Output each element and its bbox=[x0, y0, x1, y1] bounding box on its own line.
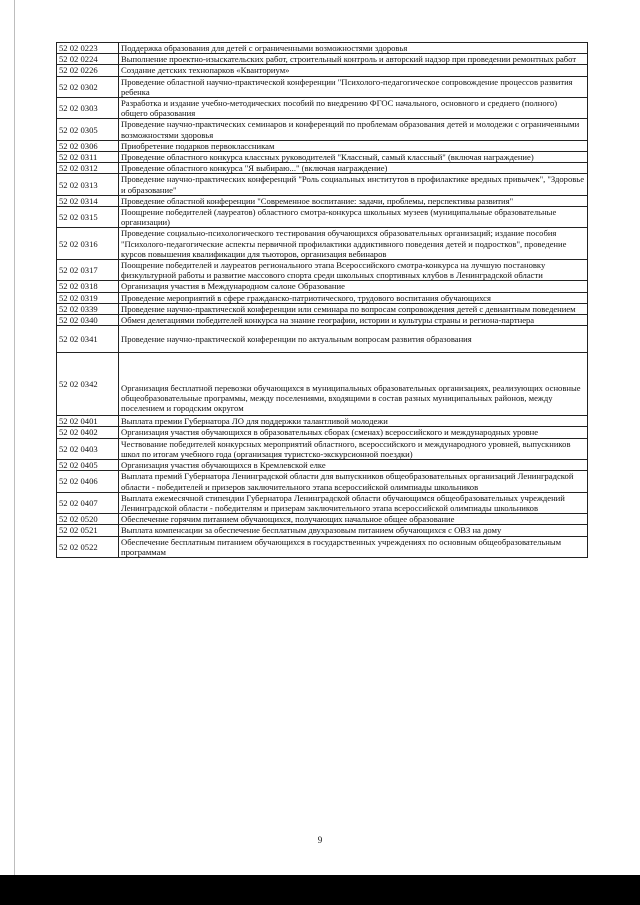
description-cell: Выполнение проектно-изыскательских работ, строительный контроль и авторский надзор при проведении ремонтных работ bbox=[119, 54, 588, 65]
description-cell: Проведение научно-практических семинаров и конференций по проблемам образования детей и молодежи с ограниченными возможностями здоровья bbox=[119, 119, 588, 140]
table-body bbox=[57, 43, 588, 558]
description-cell: Выплата компенсации за обеспечение бесплатным двухразовым питанием обучающихся с ОВЗ на дому bbox=[119, 525, 588, 536]
table-row bbox=[57, 536, 588, 557]
table-row bbox=[57, 281, 588, 292]
description-cell: Организация участия в Международном салоне Образование bbox=[119, 281, 588, 292]
code-cell: 52 02 0402 bbox=[57, 427, 119, 438]
table-row bbox=[57, 228, 588, 260]
description-cell: Проведение областной научно-практической конференции "Психолого-педагогическое сопровождение процессов развития ребенка bbox=[119, 76, 588, 97]
table-row bbox=[57, 43, 588, 54]
table-row bbox=[57, 195, 588, 206]
table-row bbox=[57, 514, 588, 525]
code-cell: 52 02 0520 bbox=[57, 514, 119, 525]
code-cell: 52 02 0406 bbox=[57, 471, 119, 492]
code-cell: 52 02 0319 bbox=[57, 292, 119, 303]
code-cell: 52 02 0224 bbox=[57, 54, 119, 65]
description-cell: Выплата ежемесячной стипендии Губернатора Ленинградской области обучающимся общеобразовательных учреждений Ленинградской области - победителям и призерам заключительного этапа всероссийской олимпиады школьников bbox=[119, 492, 588, 513]
table-row bbox=[57, 460, 588, 471]
description-cell: Проведение областного конкурса "Я выбираю..." (включая награждение) bbox=[119, 163, 588, 174]
description-cell: Проведение научно-практической конференции по актуальным вопросам развития образования bbox=[119, 326, 588, 353]
description-cell: Приобретение подарков первоклассникам bbox=[119, 140, 588, 151]
table-row bbox=[57, 260, 588, 281]
table-row bbox=[57, 163, 588, 174]
table-row bbox=[57, 416, 588, 427]
code-cell: 52 02 0340 bbox=[57, 315, 119, 326]
description-cell: Проведение областного конкурса классных руководителей "Классный, самый классный" (включая награждение) bbox=[119, 152, 588, 163]
code-cell: 52 02 0305 bbox=[57, 119, 119, 140]
description-cell: Обмен делегациями победителей конкурса на знание географии, истории и культуры страны и региона-партнера bbox=[119, 315, 588, 326]
description-cell: Проведение научно-практических конференций "Роль социальных институтов в профилактике вредных привычек", "Здоровье и образование" bbox=[119, 174, 588, 195]
table-row bbox=[57, 353, 588, 416]
table-row bbox=[57, 152, 588, 163]
description-cell: Выплата премии Губернатора ЛО для поддержки талантливой молодежи bbox=[119, 416, 588, 427]
description-cell: Поощрение победителей и лауреатов регионального этапа Всероссийского смотра-конкурса на лучшую постановку физкультурной работы и развитие массового спорта среди школьных спортивных клубов в Ленинградской области bbox=[119, 260, 588, 281]
code-cell: 52 02 0316 bbox=[57, 228, 119, 260]
code-cell: 52 02 0312 bbox=[57, 163, 119, 174]
code-cell: 52 02 0521 bbox=[57, 525, 119, 536]
code-cell: 52 02 0317 bbox=[57, 260, 119, 281]
code-cell: 52 02 0522 bbox=[57, 536, 119, 557]
code-cell: 52 02 0339 bbox=[57, 303, 119, 314]
description-cell: Поддержка образования для детей с ограниченными возможностями здоровья bbox=[119, 43, 588, 54]
description-cell: Создание детских технопарков «Кванториум» bbox=[119, 65, 588, 76]
description-cell: Обеспечение горячим питанием обучающихся, получающих начальное общее образование bbox=[119, 514, 588, 525]
description-cell: Обеспечение бесплатным питанием обучающихся в государственных учреждениях по основным общеобразовательным программам bbox=[119, 536, 588, 557]
description-cell: Разработка и издание учебно-методических пособий по внедрению ФГОС начального, основного и среднего (полного) общего образования bbox=[119, 98, 588, 119]
budget-codes-table bbox=[56, 42, 588, 558]
code-cell: 52 02 0318 bbox=[57, 281, 119, 292]
table-row bbox=[57, 207, 588, 228]
code-cell: 52 02 0223 bbox=[57, 43, 119, 54]
code-cell: 52 02 0407 bbox=[57, 492, 119, 513]
table-row bbox=[57, 65, 588, 76]
description-cell: Проведение научно-практической конференции или семинара по вопросам сопровождения детей с девиантным поведением bbox=[119, 303, 588, 314]
description-cell: Организация бесплатной перевозки обучающихся в муниципальных образовательных организациях, реализующих основные общеобразовательные программы, между поселениями, входящими в состав разных муниципальных районов, между поселением и городским округом bbox=[119, 353, 588, 416]
code-cell: 52 02 0226 bbox=[57, 65, 119, 76]
description-cell: Организация участия обучающихся в Кремлевской елке bbox=[119, 460, 588, 471]
code-cell: 52 02 0311 bbox=[57, 152, 119, 163]
table-row bbox=[57, 292, 588, 303]
table-row bbox=[57, 303, 588, 314]
description-cell: Проведение социально-психологического тестирования обучающихся образовательных организаций; издание пособия "Психолого-педагогические аспекты первичной профилактики аддиктивного поведения детей и подростков", проведение курсов повышения квалификации для тьюторов, организация вебинаров bbox=[119, 228, 588, 260]
table-row bbox=[57, 315, 588, 326]
code-cell: 52 02 0403 bbox=[57, 438, 119, 459]
table-row bbox=[57, 119, 588, 140]
code-cell: 52 02 0315 bbox=[57, 207, 119, 228]
code-cell: 52 02 0405 bbox=[57, 460, 119, 471]
table-row bbox=[57, 326, 588, 353]
table-row bbox=[57, 54, 588, 65]
description-cell: Выплата премий Губернатора Ленинградской области для выпускников общеобразовательных организаций Ленинградской области - победителей и призеров заключительного этапа всероссийской олимпиады школьников bbox=[119, 471, 588, 492]
description-cell: Чествование победителей конкурсных мероприятий областного, всероссийского и международного уровней, выпускников школ по итогам учебного года (организация туристско-экскурсионной поездки) bbox=[119, 438, 588, 459]
code-cell: 52 02 0303 bbox=[57, 98, 119, 119]
code-cell: 52 02 0401 bbox=[57, 416, 119, 427]
table-row bbox=[57, 174, 588, 195]
code-cell: 52 02 0306 bbox=[57, 140, 119, 151]
scan-bottom-border bbox=[0, 875, 640, 905]
description-cell: Организация участия обучающихся в образовательных сборах (сменах) всероссийского и международных уровне bbox=[119, 427, 588, 438]
scan-edge-line bbox=[14, 0, 15, 875]
table-row bbox=[57, 98, 588, 119]
description-cell: Поощрение победителей (лауреатов) областного смотра-конкурса школьных музеев (муниципальные образовательные организации) bbox=[119, 207, 588, 228]
code-cell: 52 02 0342 bbox=[57, 353, 119, 416]
description-cell: Проведение мероприятий в сфере гражданско-патриотического, трудового воспитания обучающихся bbox=[119, 292, 588, 303]
table-row bbox=[57, 140, 588, 151]
code-cell: 52 02 0313 bbox=[57, 174, 119, 195]
code-cell: 52 02 0341 bbox=[57, 326, 119, 353]
table-row bbox=[57, 76, 588, 97]
description-cell: Проведение областной конференции "Современное воспитание: задачи, проблемы, перспективы развития" bbox=[119, 195, 588, 206]
table-row bbox=[57, 492, 588, 513]
table-row bbox=[57, 525, 588, 536]
code-cell: 52 02 0302 bbox=[57, 76, 119, 97]
table-row bbox=[57, 427, 588, 438]
table-row bbox=[57, 471, 588, 492]
code-cell: 52 02 0314 bbox=[57, 195, 119, 206]
page-number: 9 bbox=[317, 835, 323, 845]
table-row bbox=[57, 438, 588, 459]
